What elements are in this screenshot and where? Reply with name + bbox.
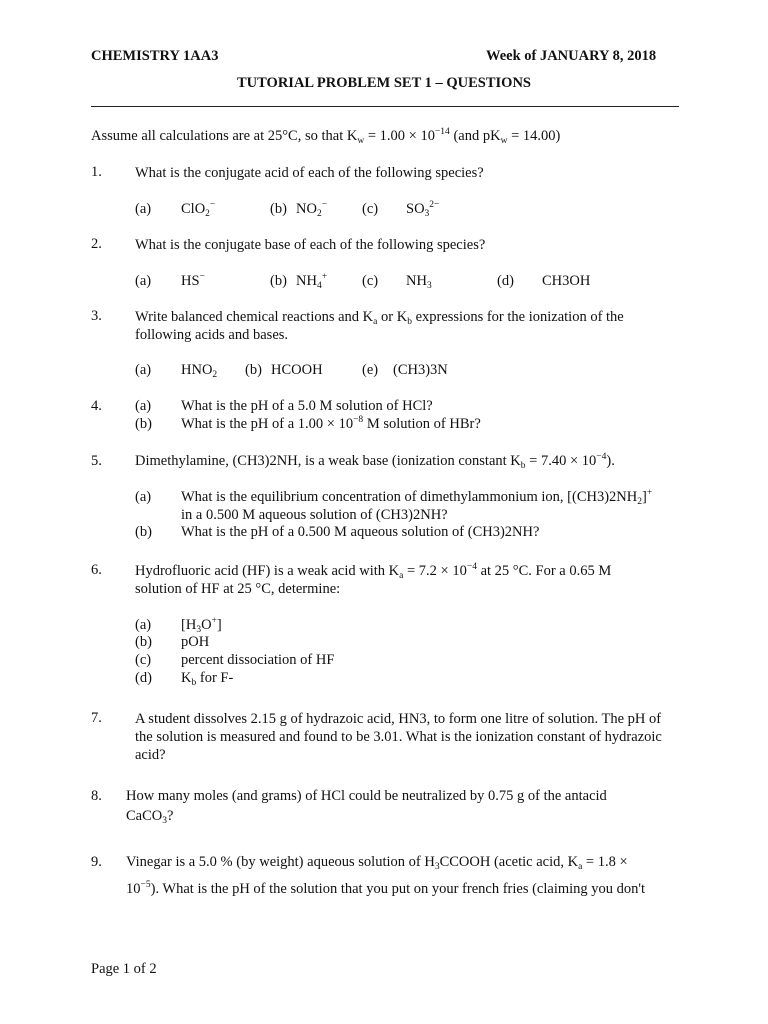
q9-number: 9. (91, 854, 102, 870)
q5-a-line2: in a 0.500 M aqueous solution of (CH3)2NH? (181, 507, 448, 523)
q2-b-label: (b) (270, 273, 287, 289)
q6-a-text: $[H_3O^+]$ (181, 616, 222, 635)
header-divider (91, 106, 679, 107)
q6-number: 6. (91, 562, 102, 578)
q3-a-species: $HNO_2$ (181, 362, 218, 380)
q5-b-label: (b) (135, 524, 152, 540)
q1-a-species: ClO$_2$− (181, 200, 216, 219)
q9-line2: $10^{-5}$). What is the pH of the solution that you put on your french fries (claiming you don't (126, 880, 646, 897)
q1-c-label: (c) (362, 201, 379, 217)
q3-b-species: HCOOH (271, 362, 323, 378)
q3-c-species: (CH3)3N (393, 362, 448, 378)
q6-c-label: (c) (135, 652, 152, 668)
q4-b-label: (b) (135, 416, 152, 432)
q2-number: 2. (91, 236, 102, 252)
q2-d-label: (d) (497, 273, 514, 289)
q5-a-line1: What is the equilibrium concentration of dimethylammonium ion, $[(CH3)2NH_2]^+$ (181, 488, 653, 507)
q2-d-species: CH3OH (542, 273, 591, 289)
q3-text: Write balanced chemical reactions and $K_a$ or $K_b$ expressions for the ionization of the following acids and bases. (135, 309, 624, 343)
q7-number: 7. (91, 710, 102, 726)
q5-a-label: (a) (135, 489, 152, 505)
q7-text: A student dissolves 2.15 g of hydrazoic acid, HN3, to form one litre of solution. The pH of the solution is measured and found to be 3.01. What is the ionization constant of hydrazoic acid? (135, 711, 662, 763)
q9-line1: Vinegar is a 5.0 % (by weight) aqueous solution of $H_3CCOOH$ (acetic acid, $K_a = 1.8$ × (126, 854, 628, 872)
q1-c-species: $SO_3^{2-}$ (406, 200, 440, 219)
q3-b-label: (b) (245, 362, 262, 378)
q1-text: What is the conjugate acid of each of the following species? (135, 165, 484, 181)
q2-a-label: (a) (135, 273, 152, 289)
q6-c-text: percent dissociation of HF (181, 652, 335, 668)
q3-a-label: (a) (135, 362, 152, 378)
q3-number: 3. (91, 308, 102, 324)
q3-c-label: (e) (362, 362, 379, 378)
course-code: CHEMISTRY 1AA3 (91, 48, 219, 64)
page-number: Page 1 of 2 (91, 961, 157, 977)
week-date: Week of JANUARY 8, 2018 (486, 48, 657, 64)
q8-line1: How many moles (and grams) of HCl could be neutralized by 0.75 g of the antacid (126, 788, 607, 804)
q5-number: 5. (91, 453, 102, 469)
q4-number: 4. (91, 398, 102, 414)
q8-number: 8. (91, 788, 102, 804)
q4-b-text: What is the pH of a $1.00 \times 10^{-8}$ M solution of HBr? (181, 415, 481, 432)
q4-a-text: What is the pH of a 5.0 M solution of HCl? (181, 398, 433, 414)
q1-b-species: $NO_2^-$ (296, 200, 328, 219)
q2-c-label: (c) (362, 273, 379, 289)
q6-a-label: (a) (135, 617, 152, 633)
q6-b-text: pOH (181, 634, 210, 650)
q6-d-text: $K_b$ for F- (181, 670, 234, 688)
q6-text: Hydrofluoric acid (HF) is a weak acid with $K_a = 7.2 \times 10^{-4}$ at 25 °C. For a 0.65 M solution of HF at 25 °C, determine: (135, 562, 612, 597)
q2-c-species: $NH_3$ (406, 273, 432, 291)
q6-b-label: (b) (135, 634, 152, 650)
q2-text: What is the conjugate base of each of the following species? (135, 237, 486, 253)
q1-a-label: (a) (135, 201, 152, 217)
q4-a-label: (a) (135, 398, 152, 414)
q5-text: Dimethylamine, (CH3)2NH, is a weak base (ionization constant $K_b = 7.40 \times 10^{-4}$). (135, 452, 615, 471)
q2-b-species: $NH_4^+$ (296, 272, 328, 291)
intro-text: Assume all calculations are at 25°C, so that $K_w = 1.00 \times 10^{-14}$ (and $pK_w = 14.00$) (91, 127, 561, 146)
q1-number: 1. (91, 164, 102, 180)
q1-b-label: (b) (270, 201, 287, 217)
q6-d-label: (d) (135, 670, 152, 686)
q8-line2: CaCO$_3$? (126, 808, 174, 826)
q2-a-species: HS− (181, 272, 205, 289)
page-title: TUTORIAL PROBLEM SET 1 – QUESTIONS (237, 75, 531, 91)
q5-b-text: What is the pH of a 0.500 M aqueous solution of (CH3)2NH? (181, 524, 540, 540)
